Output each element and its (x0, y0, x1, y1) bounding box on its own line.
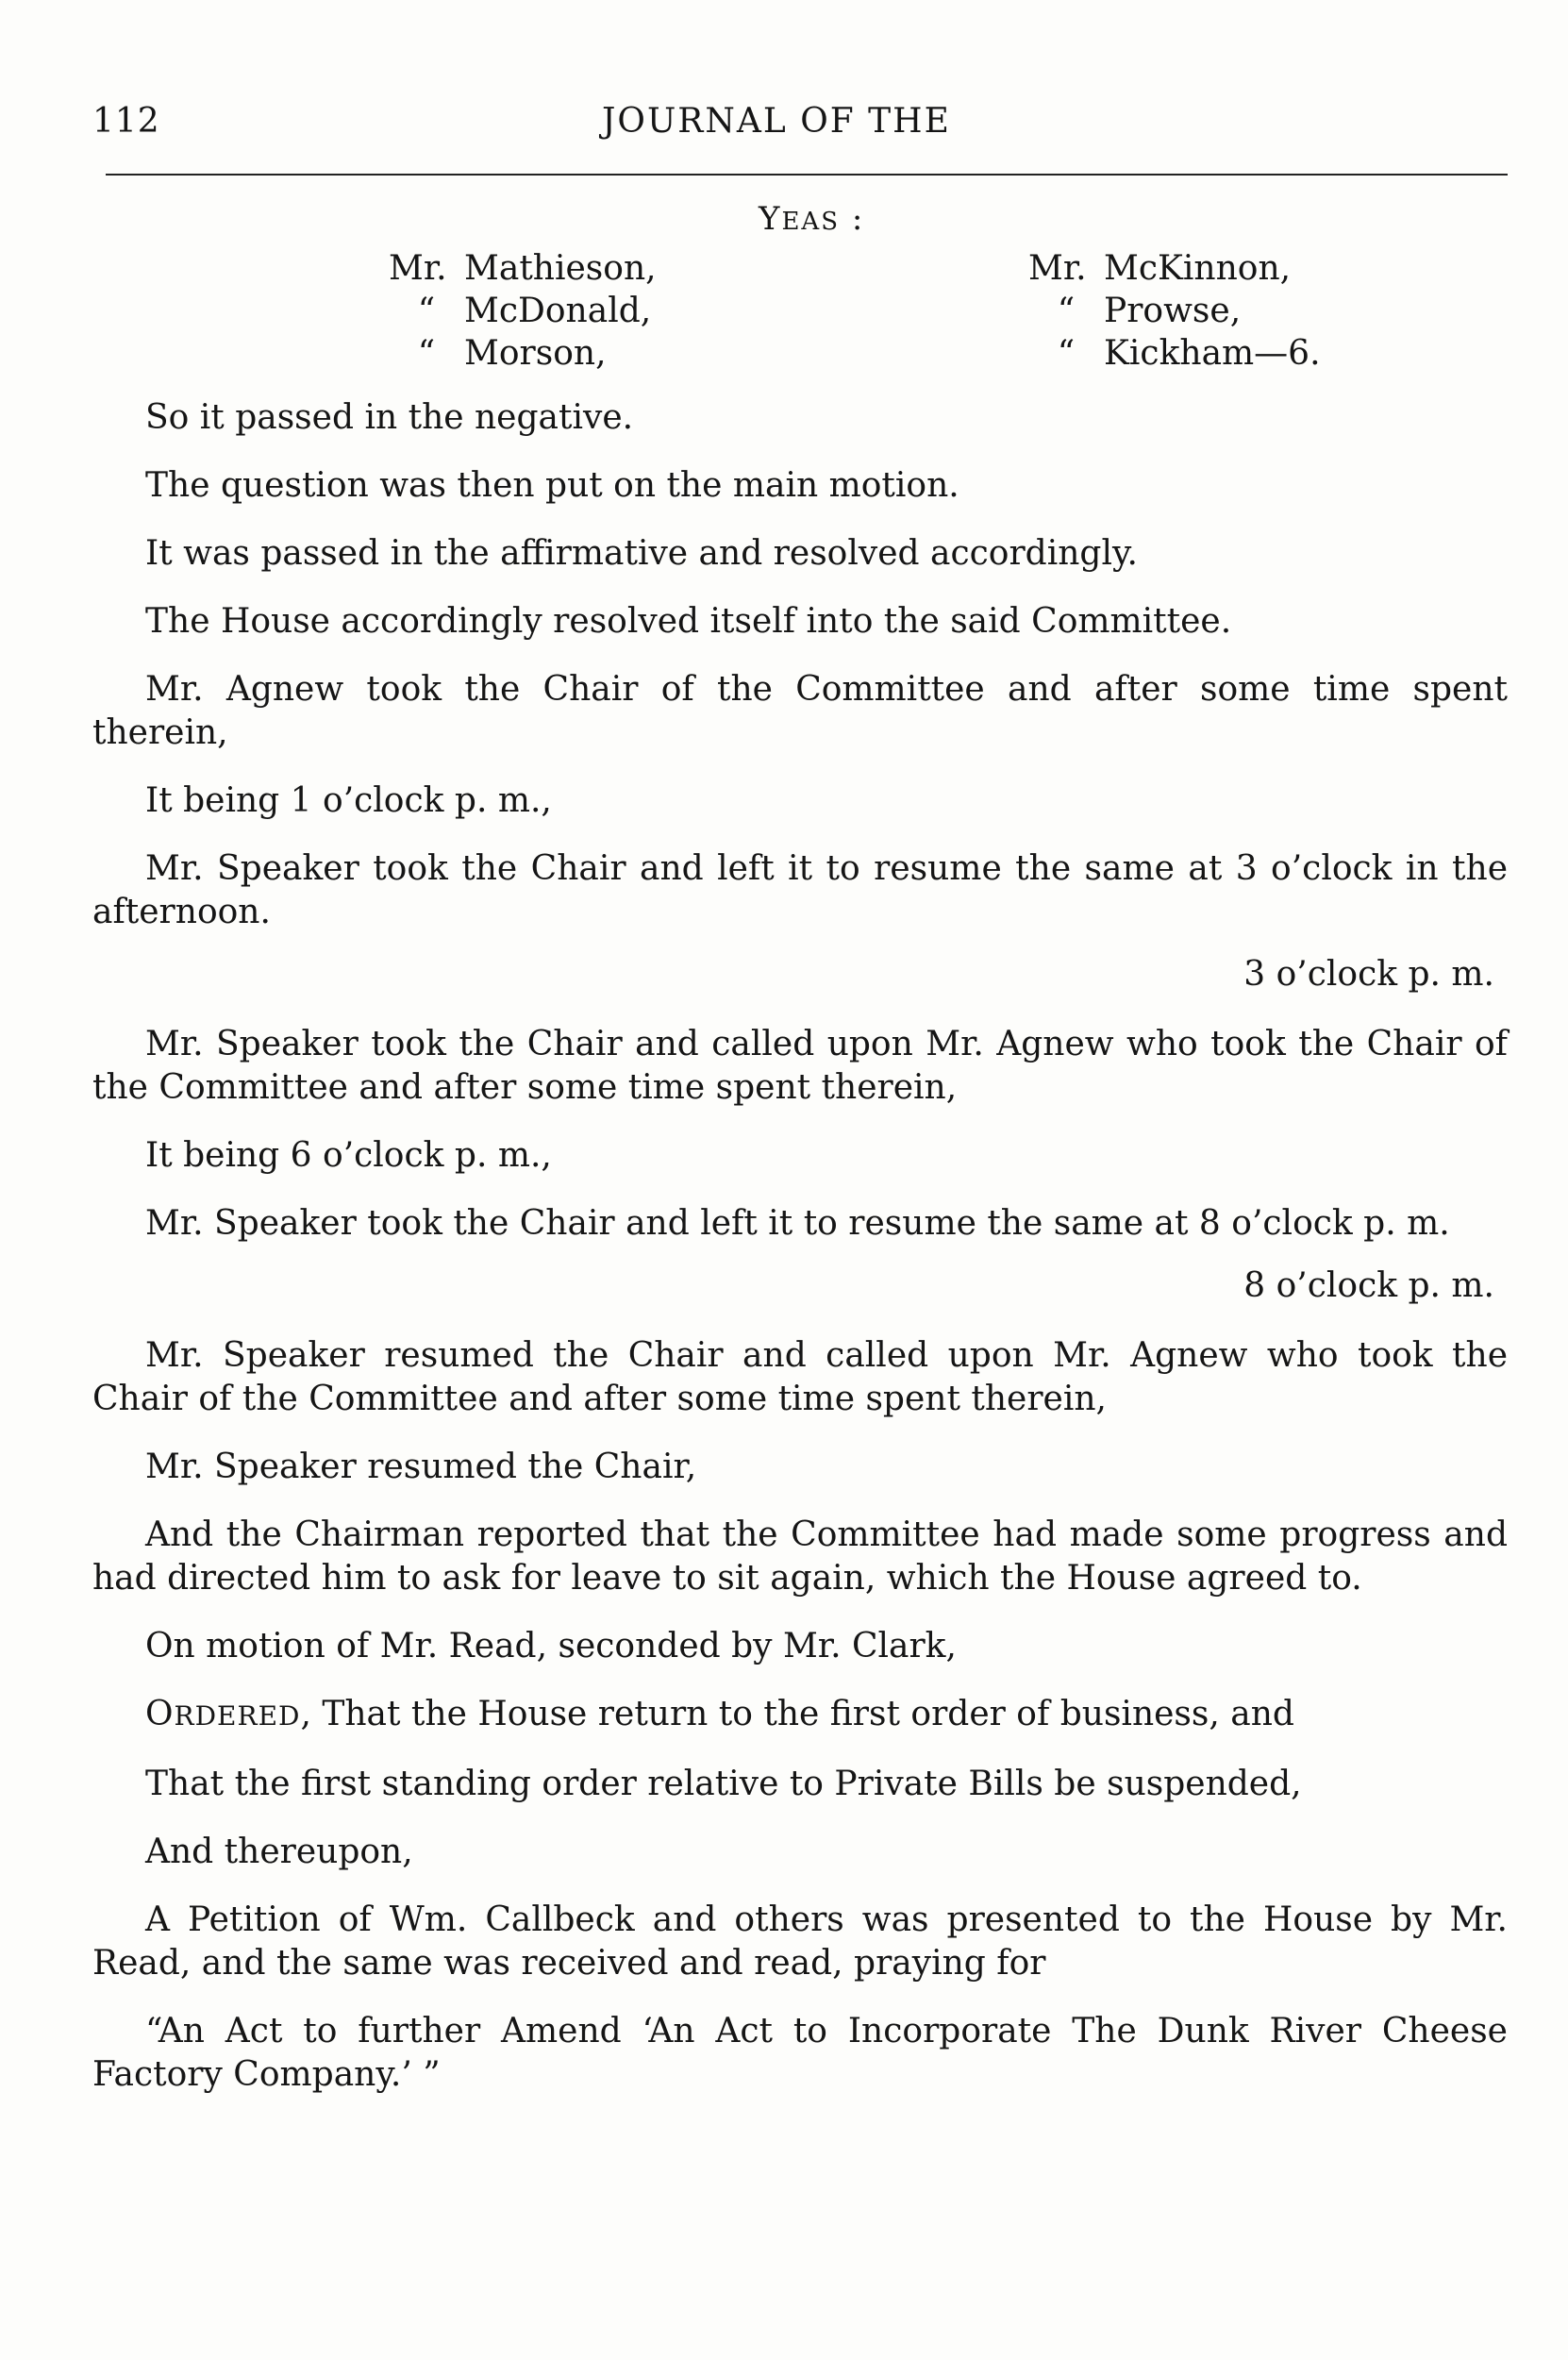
vote-entry (1028, 332, 1321, 375)
paragraph-act-title: “An Act to further Amend ‘An Act to Incorporate The Dunk River Cheese Factory Company.’ ” (92, 2012, 1508, 2094)
vote-prefix: Mr. (389, 249, 447, 288)
time-mark-8pm: 8 o’clock p. m. (1243, 1266, 1494, 1305)
paragraph-committee: The House accordingly resolved itself into the said Committee. (145, 602, 1232, 641)
time-mark-3pm: 3 o’clock p. m. (1243, 955, 1494, 994)
vote-name: McDonald, (464, 292, 652, 330)
paragraph-speaker-called-agnew: Mr. Speaker took the Chair and called upon Mr. Agnew who took the Chair of the Committee and after some time spent therein, (92, 1025, 1508, 1107)
yeas-right-column (1028, 247, 1321, 375)
paragraph-speaker-resumed-agnew: Mr. Speaker resumed the Chair and called upon Mr. Agnew who took the Chair of the Committee and after some time spent therein, (92, 1336, 1508, 1418)
paragraph-six-oclock: It being 6 o’clock p. m., (145, 1136, 552, 1175)
vote-entry (1028, 290, 1321, 332)
vote-name: McKinnon, (1104, 249, 1292, 288)
yeas-heading-suffix: : (840, 200, 865, 238)
page-header (92, 102, 1508, 159)
vote-entry (389, 247, 657, 290)
vote-entry (389, 290, 657, 332)
paragraph-speaker-resumed: Mr. Speaker resumed the Chair, (145, 1448, 697, 1486)
ordered-text: That the House return to the first order of business, and (322, 1695, 1294, 1733)
ordered-suffix: , (300, 1695, 323, 1733)
ordered-rest: RDERED (174, 1700, 301, 1732)
ordered-initial: O (145, 1695, 175, 1733)
yeas-heading (759, 200, 864, 238)
vote-entry (389, 332, 657, 375)
paragraph-one-oclock: It being 1 o’clock p. m., (145, 781, 552, 820)
header-rule (106, 174, 1508, 176)
running-head: JOURNAL OF THE (602, 102, 951, 141)
yeas-heading-initial: Y (759, 200, 782, 238)
paragraph-thereupon: And thereupon, (145, 1833, 413, 1871)
vote-prefix: “ (417, 334, 436, 373)
paragraph-speaker-recess-3: Mr. Speaker took the Chair and left it to resume the same at 3 o’clock in the afternoon. (92, 849, 1508, 931)
paragraph-standing-order: That the first standing order relative to Private Bills be suspended, (145, 1765, 1302, 1803)
page-number: 112 (92, 102, 160, 141)
vote-name: Prowse, (1104, 292, 1242, 330)
paragraph-speaker-recess-8: Mr. Speaker took the Chair and left it to resume the same at 8 o’clock p. m. (145, 1204, 1450, 1243)
yeas-left-column (389, 247, 657, 375)
paragraph-petition: A Petition of Wm. Callbeck and others was presented to the House by Mr. Read, and the same was received and read, praying for (92, 1900, 1508, 1983)
vote-name: Mathieson, (464, 249, 657, 288)
vote-name: Kickham—6. (1104, 334, 1321, 373)
vote-entry (1028, 247, 1321, 290)
vote-prefix: “ (417, 292, 436, 330)
journal-body (92, 396, 1508, 2121)
paragraph-negative: So it passed in the negative. (145, 398, 634, 437)
vote-prefix: Mr. (1028, 249, 1087, 288)
paragraph-main-motion: The question was then put on the main motion. (145, 466, 959, 505)
vote-name: Morson, (464, 334, 607, 373)
vote-prefix: “ (1057, 334, 1076, 373)
paragraph-chairman-reported: And the Chairman reported that the Committee had made some progress and had directed him to ask for leave to sit again, which the House agreed to. (92, 1515, 1508, 1598)
paragraph-motion-read: On motion of Mr. Read, seconded by Mr. Clark, (145, 1627, 957, 1665)
paragraph-affirmative: It was passed in the affirmative and resolved accordingly. (145, 534, 1138, 573)
vote-prefix: “ (1057, 292, 1076, 330)
yeas-heading-rest: EAS (781, 208, 841, 236)
paragraph-agnew-chair: Mr. Agnew took the Chair of the Committee and after some time spent therein, (92, 670, 1508, 752)
paragraph-ordered (92, 1693, 1508, 1738)
